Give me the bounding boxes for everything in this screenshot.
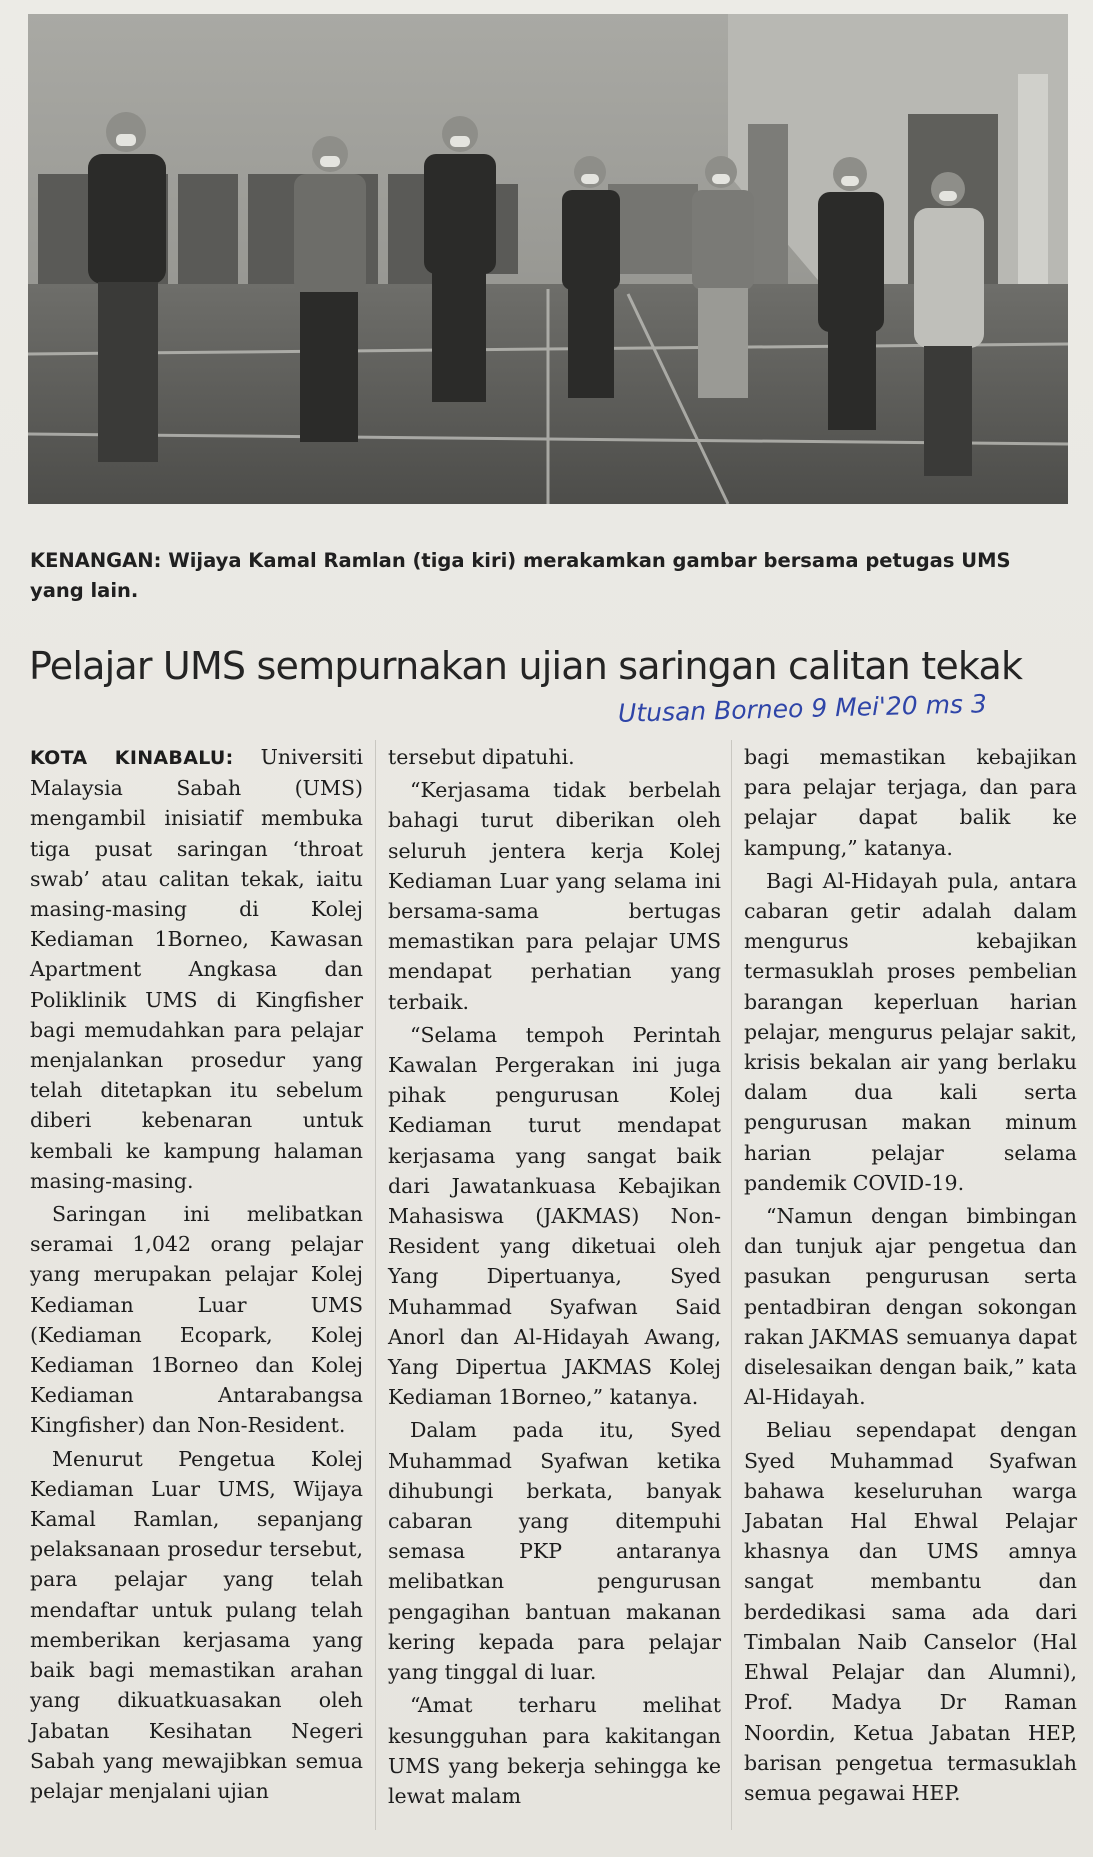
article-paragraph — [30, 742, 363, 1196]
article-column-2 — [388, 742, 721, 1814]
caption-label: KENANGAN: — [30, 549, 162, 572]
news-photo — [28, 14, 1068, 504]
dateline: KOTA KINABALU: — [30, 747, 234, 769]
article-paragraph: Saringan ini melibatkan seramai 1,042 orang pelajar yang merupakan pelajar Kolej Kediaman Luar UMS (Kediaman Ecopark, Kolej Kediaman 1Borneo dan Kolej Kediaman Antarabangsa Kingfisher) dan Non-Resident. — [30, 1202, 363, 1438]
article-paragraph: Menurut Pengetua Kolej Kediaman Luar UMS, Wijaya Kamal Ramlan, sepanjang pelaksanaan prosedur tersebut, para pelajar yang telah mendaftar untuk pulang telah memberikan kerjasama yang baik bagi memastikan arahan yang dikuatkuasakan oleh Jabatan Kesihatan Negeri Sabah yang mewajibkan semua pelajar menjalani ujian — [30, 1446, 363, 1803]
article-paragraph: Beliau sependapat dengan Syed Muhammad Syafwan bahawa keseluruhan warga Jabatan Hal Ehwal Pelajar khasnya dan UMS amnya sangat membantu dan berdedikasi sama ada dari Timbalan Naib Canselor (Hal Ehwal Pelajar dan Alumni), Prof. Madya Dr Raman Noordin, Ketua Jabatan HEP, barisan pengetua termasuklah semua pegawai HEP. — [744, 1418, 1077, 1805]
article-paragraph: bagi memastikan kebajikan para pelajar terjaga, dan para pelajar dapat balik ke kampung,” katanya. — [744, 745, 1077, 860]
paragraph-text: Universiti Malaysia Sabah (UMS) mengambil inisiatif membuka tiga pusat saringan ‘throat swab’ atau calitan tekak, iaitu masing-masing di Kolej Kediaman 1Borneo, Kawasan Apartment Angkasa dan Poliklinik UMS di Kingfisher bagi memudahkan para pelajar menjalankan prosedur yang telah ditetapkan itu sebelum diberi kebenaran untuk kembali ke kampung halaman masing-masing. — [30, 745, 363, 1193]
article-paragraph: Bagi Al-Hidayah pula, antara cabaran getir adalah dalam mengurus kebajikan termasuklah proses pembelian barangan keperluan harian pelajar, mengurus pelajar sakit, krisis bekalan air yang berlaku dalam dua kali serta pengurusan makan minum harian pelajar selama pandemik COVID-19. — [744, 868, 1077, 1195]
article-headline: Pelajar UMS sempurnakan ujian saringan calitan tekak — [29, 644, 1023, 688]
article-paragraph: tersebut dipatuhi. — [388, 745, 575, 769]
photo-illustration — [28, 14, 1068, 504]
article-paragraph: “Selama tempoh Perintah Kawalan Pergerakan ini juga pihak pengurusan Kolej Kediaman turut mendapat kerjasama yang sangat baik dari Jawatankuasa Kebajikan Mahasiswa (JAKMAS) Non-Resident yang diketuai oleh Yang Dipertuanya, Syed Muhammad Syafwan Said Anorl dan Al-Hidayah Awang, Yang Dipertua JAKMAS Kolej Kediaman 1Borneo,” katanya. — [388, 1022, 721, 1410]
column-divider — [375, 740, 376, 1830]
column-divider — [731, 740, 732, 1830]
handwritten-source-note: Utusan Borneo 9 Mei'20 ms 3 — [617, 689, 988, 728]
article-column-3 — [744, 742, 1077, 1811]
article-paragraph: “Kerjasama tidak berbelah bahagi turut diberikan oleh seluruh jentera kerja Kolej Kediaman Luar yang selama ini bersama-sama bertugas memastikan para pelajar UMS mendapat perhatian yang terbaik. — [388, 778, 721, 1014]
article-column-1 — [30, 742, 363, 1809]
photo-caption — [30, 546, 1070, 606]
article-paragraph: “Namun dengan bimbingan dan tunjuk ajar pengetua dan pasukan pengurusan serta pentadbiran dengan sokongan rakan JAKMAS semuanya dapat diselesaikan dengan baik,” kata Al-Hidayah. — [744, 1204, 1077, 1410]
caption-text: Wijaya Kamal Ramlan (tiga kiri) merakamkan gambar bersama petugas UMS yang lain. — [30, 549, 1011, 602]
article-paragraph: “Amat terharu melihat kesungguhan para kakitangan UMS yang bekerja sehingga ke lewat malam — [388, 1693, 721, 1808]
article-paragraph: Dalam pada itu, Syed Muhammad Syafwan ketika dihubungi berkata, banyak cabaran yang ditempuhi semasa PKP antaranya melibatkan pengurusan pengagihan bantuan makanan kering kepada para pelajar yang tinggal di luar. — [388, 1418, 721, 1685]
